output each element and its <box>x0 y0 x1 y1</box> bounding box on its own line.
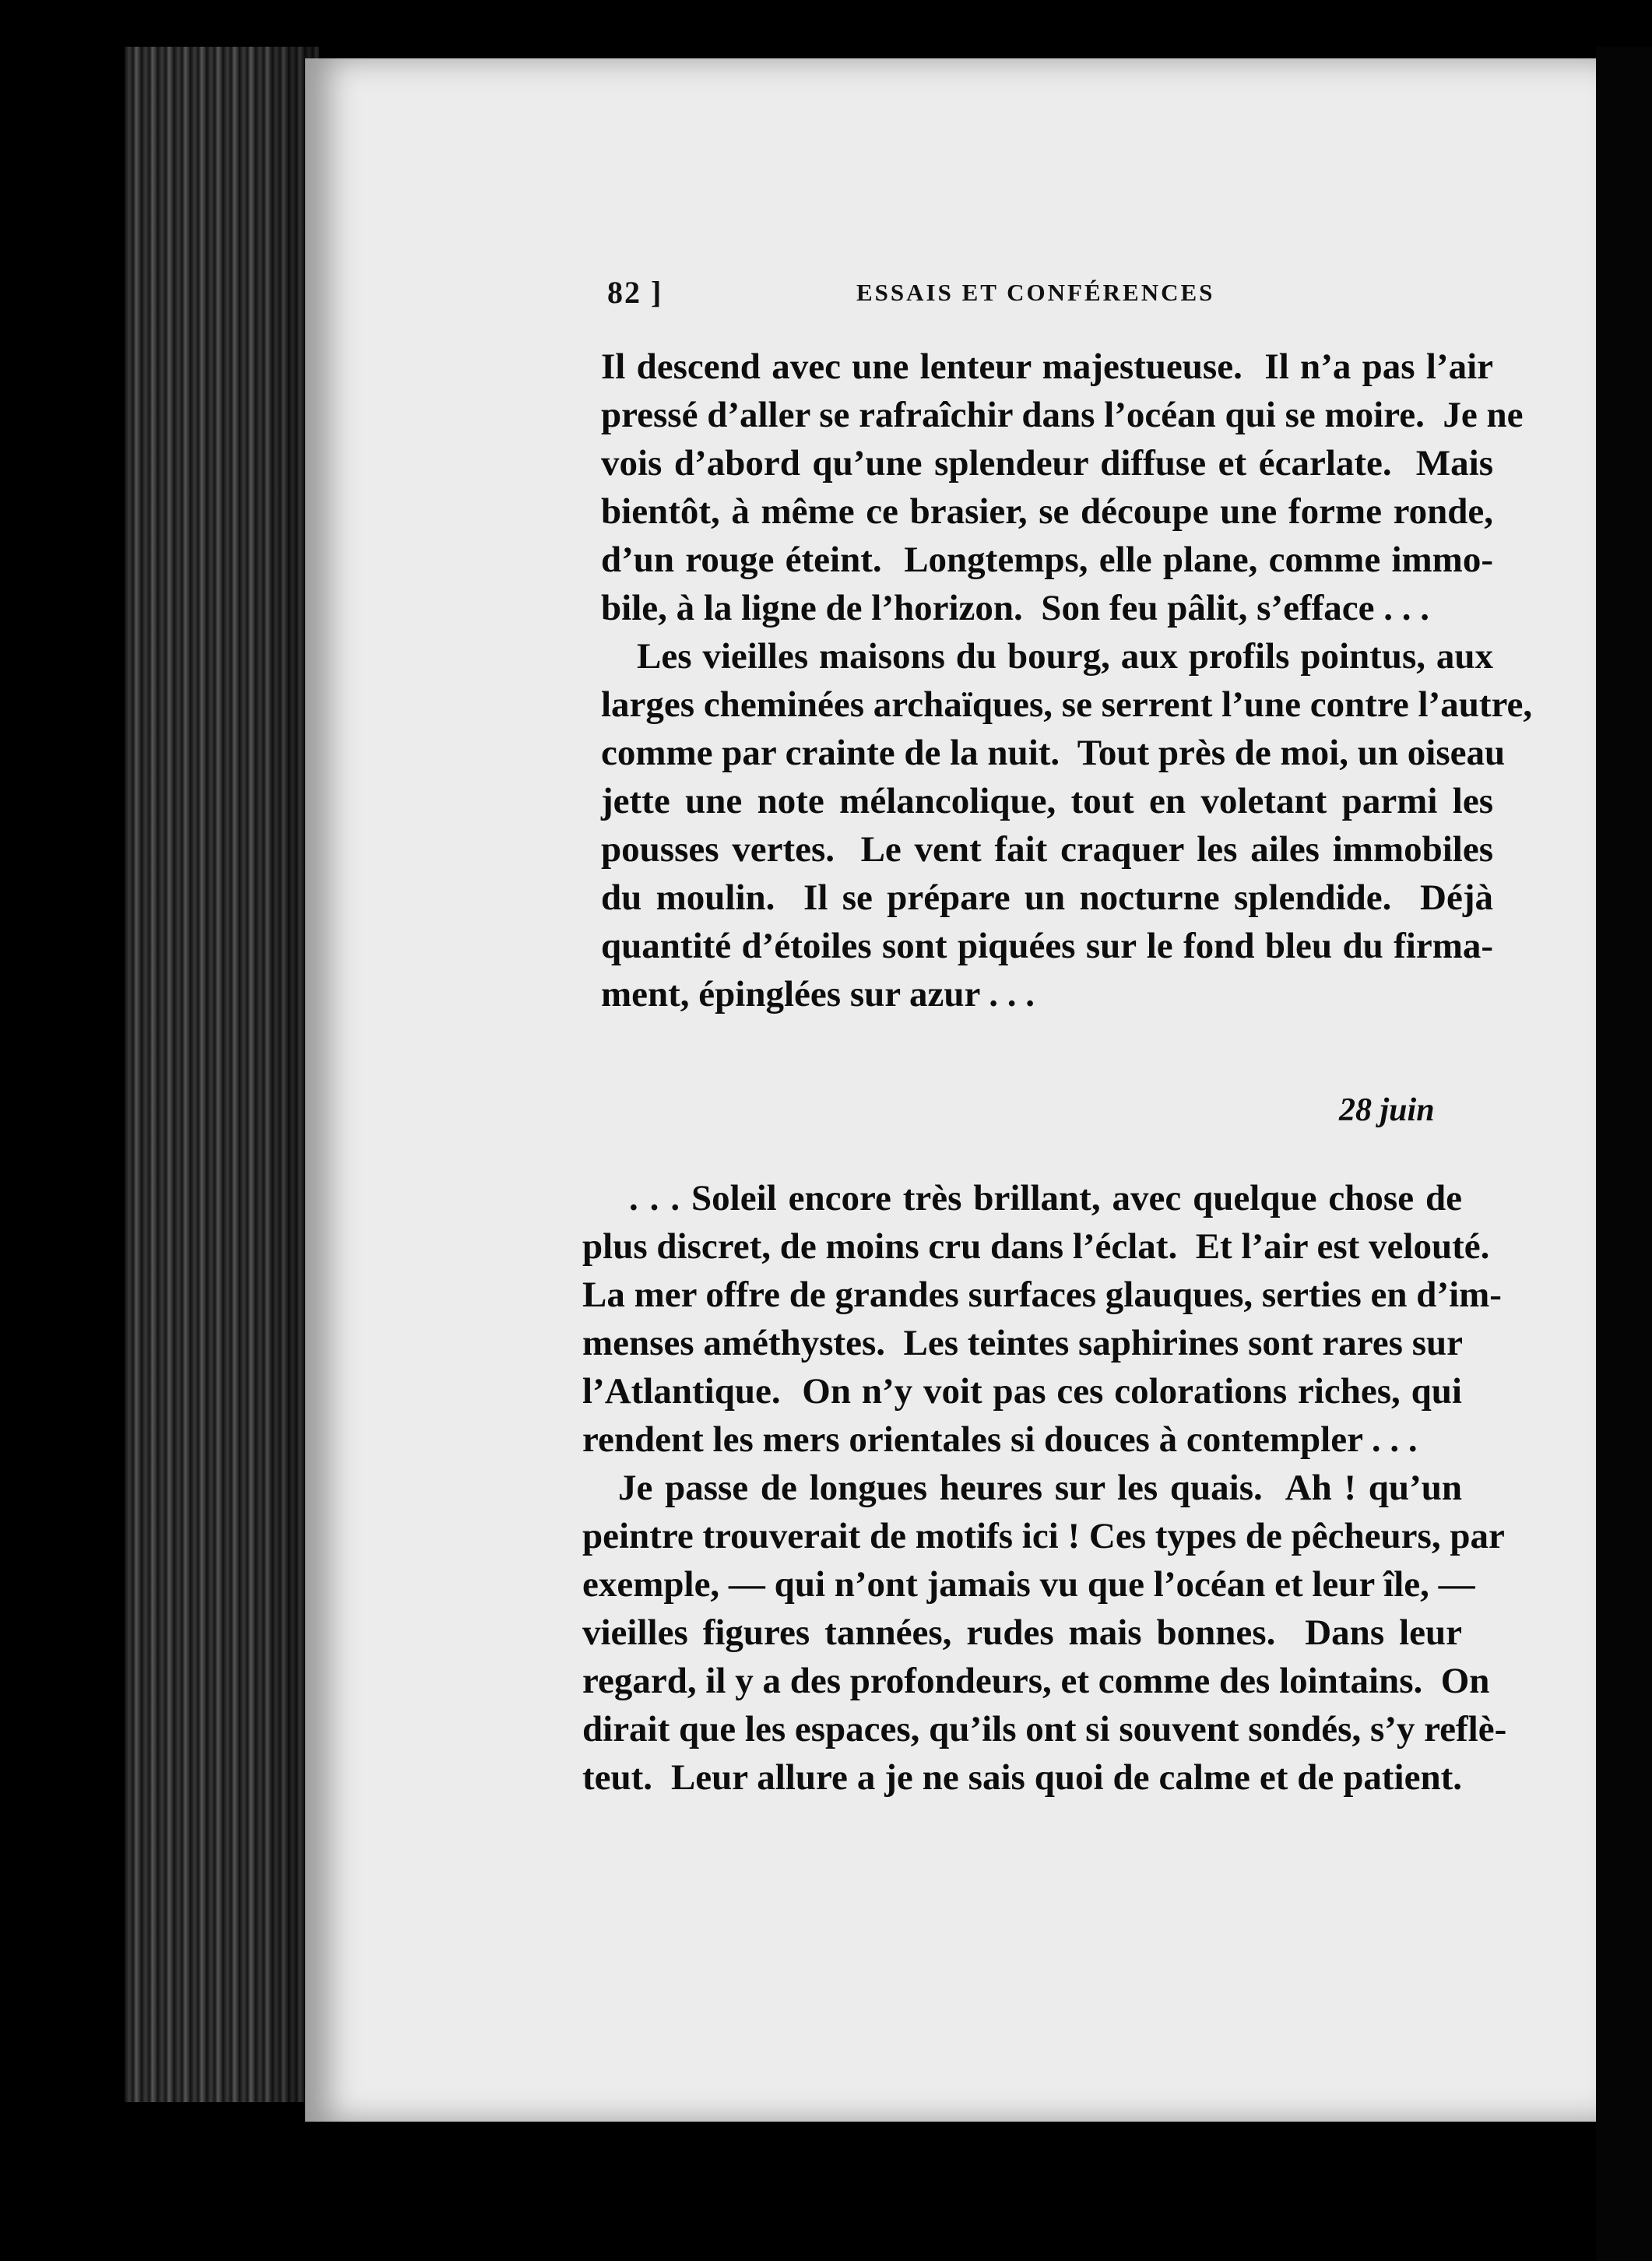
running-title: ESSAIS ET CONFÉRENCES <box>856 279 1215 306</box>
text-line: l’Atlantique. On n’y voit pas ces colorations riches, qui <box>582 1371 1462 1412</box>
text-line: dirait que les espaces, qu’ils ont si souvent sondés, s’y reflè- <box>582 1709 1507 1749</box>
text-line: teut. Leur allure a je ne sais quoi de calme et de patient. <box>582 1757 1462 1798</box>
text-line: ment, épinglées sur azur . . . <box>601 974 1035 1014</box>
text-line: pressé d’aller se rafraîchir dans l’océan qui se moire. Je ne <box>601 395 1524 435</box>
text-line: du moulin. Il se prépare un nocturne splendide. Déjà <box>601 877 1493 918</box>
text-line: vieilles figures tannées, rudes mais bonnes. Dans leur <box>582 1612 1462 1653</box>
text-line: Il descend avec une lenteur majestueuse. Il n’a pas l’air <box>601 346 1493 387</box>
scan-border <box>1596 47 1652 2261</box>
text-line: regard, il y a des profondeurs, et comme des lointains. On <box>582 1661 1490 1701</box>
text-line: exemple, — qui n’ont jamais vu que l’océan et leur île, — <box>582 1564 1475 1605</box>
text-line: bile, à la ligne de l’horizon. Son feu pâlit, s’efface . . . <box>601 588 1429 628</box>
text-line: plus discret, de moins cru dans l’éclat. Et l’air est velouté. <box>582 1226 1490 1267</box>
text-line: larges cheminées archaïques, se serrent l’une contre l’autre, <box>601 684 1533 725</box>
text-line: quantité d’étoiles sont piquées sur le fond bleu du firma- <box>601 926 1493 966</box>
date-heading: 28 juin <box>1339 1092 1435 1128</box>
text-line: La mer offre de grandes surfaces glauques, serties en d’im- <box>582 1275 1502 1315</box>
paragraph-block-2 <box>582 1174 1507 1802</box>
text-line: Les vieilles maisons du bourg, aux profils pointus, aux <box>637 636 1493 677</box>
page-number: 82 ] <box>607 275 663 310</box>
text-line: menses améthystes. Les teintes saphirines sont rares sur <box>582 1323 1463 1363</box>
text-line: pousses vertes. Le vent fait craquer les ailes immobiles <box>601 829 1493 870</box>
text-line: peintre trouverait de motifs ici ! Ces types de pêcheurs, par <box>582 1516 1505 1556</box>
text-line: bientôt, à même ce brasier, se découpe une forme ronde, <box>601 491 1493 532</box>
text-line: d’un rouge éteint. Longtemps, elle plane, comme immo- <box>601 540 1493 580</box>
text-line: rendent les mers orientales si douces à contempler . . . <box>582 1419 1418 1460</box>
text-line: . . . Soleil encore très brillant, avec quelque chose de <box>629 1178 1462 1218</box>
text-line: comme par crainte de la nuit. Tout près de moi, un oiseau <box>601 733 1506 773</box>
page-header <box>607 274 1487 321</box>
text-line: vois d’abord qu’une splendeur diffuse et écarlate. Mais <box>601 443 1493 483</box>
text-line: jette une note mélancolique, tout en voletant parmi les <box>601 781 1493 821</box>
paragraph-block-1 <box>601 343 1533 1018</box>
text-line: Je passe de longues heures sur les quais. Ah ! qu’un <box>618 1468 1462 1508</box>
